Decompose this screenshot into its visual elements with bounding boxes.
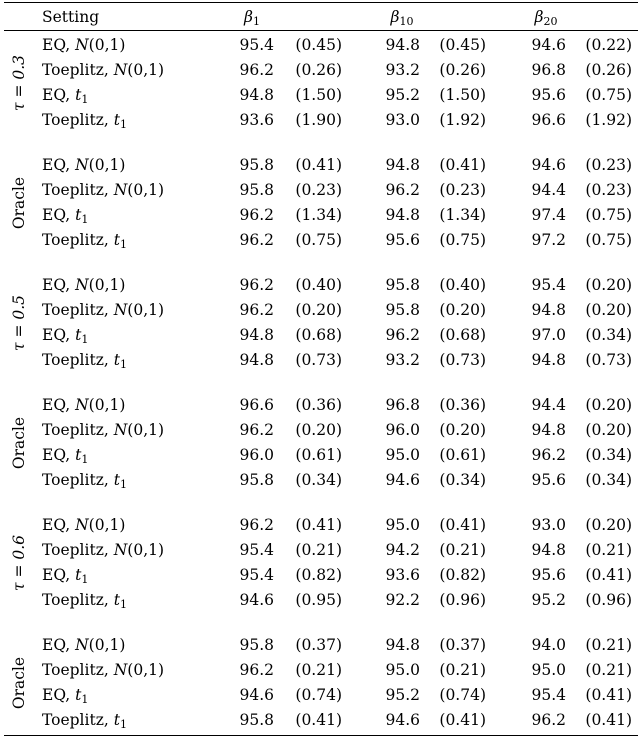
cell-beta20-se: (0.23)	[585, 181, 632, 199]
cell-beta1-coverage: 96.2	[239, 421, 274, 439]
cell-beta1-se: (1.90)	[295, 111, 342, 129]
cell-beta1-coverage: 96.2	[239, 276, 274, 294]
group-label-text: Oracle	[10, 176, 28, 229]
cell-beta1-se: (0.40)	[295, 276, 342, 294]
cell-setting: Toeplitz, N(0,1)	[42, 301, 165, 319]
cell-setting: EQ, $t_1$	[42, 566, 89, 586]
cell-beta10-se: (0.96)	[439, 591, 486, 609]
cell-beta1-coverage: 95.8	[239, 181, 274, 199]
cell-beta10-coverage: 96.2	[385, 181, 420, 199]
cell-beta1-coverage: 95.4	[239, 541, 274, 559]
cell-beta1-coverage: 94.6	[239, 686, 274, 704]
cell-beta10-se: (0.75)	[439, 231, 486, 249]
cell-beta1-se: (0.74)	[295, 686, 342, 704]
header-beta10: $\beta_{10}$	[390, 8, 414, 28]
cell-beta20-se: (0.41)	[585, 566, 632, 584]
cell-beta10-se: (0.41)	[439, 516, 486, 534]
table-row	[4, 228, 638, 253]
cell-beta1-se: (0.82)	[295, 566, 342, 584]
cell-beta10-se: (0.41)	[439, 156, 486, 174]
cell-beta10-se: (0.73)	[439, 351, 486, 369]
table-row	[4, 348, 638, 373]
cell-beta20-coverage: 94.8	[531, 421, 566, 439]
cell-setting: Toeplitz, N(0,1)	[42, 421, 165, 439]
cell-setting: Toeplitz, N(0,1)	[42, 541, 165, 559]
cell-beta10-se: (0.20)	[439, 421, 486, 439]
cell-beta10-se: (0.23)	[439, 181, 486, 199]
results-table	[4, 0, 638, 736]
cell-beta1-coverage: 96.0	[239, 446, 274, 464]
cell-beta20-se: (0.73)	[585, 351, 632, 369]
cell-beta20-coverage: 95.2	[531, 591, 566, 609]
group-spacer	[4, 614, 638, 631]
cell-beta1-coverage: 94.8	[239, 86, 274, 104]
cell-beta20-se: (0.41)	[585, 686, 632, 704]
cell-beta20-coverage: 94.4	[531, 396, 566, 414]
header-setting: Setting	[42, 8, 100, 26]
cell-beta10-coverage: 95.0	[385, 516, 420, 534]
table-row	[4, 298, 638, 323]
cell-beta10-coverage: 94.2	[385, 541, 420, 559]
cell-beta10-coverage: 93.0	[385, 111, 420, 129]
cell-setting: Toeplitz, N(0,1)	[42, 661, 165, 679]
cell-beta1-se: (0.41)	[295, 516, 342, 534]
cell-beta20-coverage: 96.8	[531, 61, 566, 79]
cell-beta1-coverage: 95.8	[239, 636, 274, 654]
cell-beta1-se: (0.37)	[295, 636, 342, 654]
cell-beta10-coverage: 96.8	[385, 396, 420, 414]
cell-beta20-coverage: 94.8	[531, 301, 566, 319]
cell-setting: Toeplitz, N(0,1)	[42, 181, 165, 199]
table-row	[4, 323, 638, 348]
table-row	[4, 33, 638, 58]
cell-setting: Toeplitz, $t_1$	[42, 231, 127, 251]
table-row	[4, 708, 638, 733]
cell-beta1-se: (0.21)	[295, 661, 342, 679]
cell-beta1-coverage: 96.2	[239, 516, 274, 534]
cell-beta20-se: (0.20)	[585, 301, 632, 319]
group-label-text: τ = 0.6	[10, 534, 28, 591]
cell-beta20-coverage: 97.2	[531, 231, 566, 249]
cell-setting: EQ, $t_1$	[42, 86, 89, 106]
cell-beta10-coverage: 96.2	[385, 326, 420, 344]
table-row	[4, 83, 638, 108]
cell-beta20-coverage: 96.2	[531, 446, 566, 464]
cell-beta20-se: (0.34)	[585, 326, 632, 344]
table-row	[4, 588, 638, 613]
cell-beta10-se: (0.82)	[439, 566, 486, 584]
table-row	[4, 683, 638, 708]
cell-setting: Toeplitz, $t_1$	[42, 111, 127, 131]
table-body	[4, 31, 638, 734]
cell-beta10-se: (0.74)	[439, 686, 486, 704]
cell-beta1-se: (0.20)	[295, 421, 342, 439]
cell-beta10-se: (0.61)	[439, 446, 486, 464]
cell-beta1-se: (1.34)	[295, 206, 342, 224]
cell-beta20-coverage: 94.6	[531, 36, 566, 54]
cell-beta20-coverage: 94.0	[531, 636, 566, 654]
cell-beta20-se: (0.21)	[585, 636, 632, 654]
cell-beta20-coverage: 95.4	[531, 686, 566, 704]
table-row	[4, 58, 638, 83]
cell-beta10-coverage: 92.2	[385, 591, 420, 609]
cell-setting: EQ, N(0,1)	[42, 276, 126, 294]
row-group	[4, 511, 638, 614]
cell-beta10-coverage: 93.6	[385, 566, 420, 584]
table-row	[4, 563, 638, 588]
cell-beta1-se: (0.41)	[295, 156, 342, 174]
table-row	[4, 633, 638, 658]
cell-beta1-se: (0.26)	[295, 61, 342, 79]
cell-beta10-coverage: 94.8	[385, 36, 420, 54]
cell-beta20-coverage: 95.0	[531, 661, 566, 679]
cell-beta10-coverage: 94.8	[385, 206, 420, 224]
cell-beta20-se: (0.20)	[585, 516, 632, 534]
cell-beta1-se: (0.45)	[295, 36, 342, 54]
cell-beta10-se: (0.45)	[439, 36, 486, 54]
cell-beta20-se: (0.26)	[585, 61, 632, 79]
cell-beta20-coverage: 96.6	[531, 111, 566, 129]
cell-beta20-coverage: 94.4	[531, 181, 566, 199]
group-label-text: τ = 0.3	[10, 54, 28, 111]
cell-beta20-se: (0.75)	[585, 206, 632, 224]
group-label-text: Oracle	[10, 416, 28, 469]
cell-setting: Toeplitz, $t_1$	[42, 591, 127, 611]
cell-beta1-coverage: 95.4	[239, 566, 274, 584]
cell-beta20-coverage: 95.6	[531, 471, 566, 489]
cell-beta10-se: (0.20)	[439, 301, 486, 319]
cell-beta1-se: (0.36)	[295, 396, 342, 414]
cell-beta20-coverage: 95.6	[531, 566, 566, 584]
cell-beta20-se: (0.96)	[585, 591, 632, 609]
cell-beta10-coverage: 95.8	[385, 301, 420, 319]
cell-beta10-se: (0.34)	[439, 471, 486, 489]
table-row	[4, 393, 638, 418]
cell-beta20-coverage: 97.4	[531, 206, 566, 224]
cell-beta20-se: (0.20)	[585, 396, 632, 414]
table-row	[4, 178, 638, 203]
cell-beta10-se: (0.40)	[439, 276, 486, 294]
group-spacer	[4, 254, 638, 271]
table-header	[4, 3, 638, 30]
cell-beta10-coverage: 95.2	[385, 86, 420, 104]
cell-beta20-coverage: 94.8	[531, 351, 566, 369]
cell-beta20-se: (0.20)	[585, 421, 632, 439]
cell-beta10-se: (0.26)	[439, 61, 486, 79]
cell-beta10-coverage: 96.0	[385, 421, 420, 439]
group-spacer	[4, 374, 638, 391]
cell-beta20-se: (0.21)	[585, 541, 632, 559]
cell-setting: EQ, N(0,1)	[42, 516, 126, 534]
cell-beta10-se: (0.68)	[439, 326, 486, 344]
cell-setting: EQ, $t_1$	[42, 206, 89, 226]
cell-beta1-coverage: 95.8	[239, 471, 274, 489]
cell-setting: EQ, $t_1$	[42, 686, 89, 706]
cell-beta10-coverage: 95.0	[385, 446, 420, 464]
table-row	[4, 658, 638, 683]
table-row	[4, 203, 638, 228]
cell-beta10-coverage: 93.2	[385, 61, 420, 79]
cell-beta1-coverage: 94.8	[239, 351, 274, 369]
cell-beta1-se: (0.75)	[295, 231, 342, 249]
table-row	[4, 538, 638, 563]
cell-beta10-coverage: 95.8	[385, 276, 420, 294]
cell-beta1-se: (0.20)	[295, 301, 342, 319]
cell-beta1-coverage: 95.8	[239, 156, 274, 174]
cell-beta1-se: (0.34)	[295, 471, 342, 489]
cell-beta1-coverage: 96.2	[239, 206, 274, 224]
cell-beta1-se: (0.95)	[295, 591, 342, 609]
cell-setting: Toeplitz, $t_1$	[42, 471, 127, 491]
cell-beta1-se: (1.50)	[295, 86, 342, 104]
cell-setting: Toeplitz, $t_1$	[42, 711, 127, 731]
cell-beta20-se: (0.21)	[585, 661, 632, 679]
cell-beta20-se: (0.75)	[585, 86, 632, 104]
cell-beta10-se: (1.34)	[439, 206, 486, 224]
cell-beta20-se: (0.41)	[585, 711, 632, 729]
cell-beta10-se: (0.41)	[439, 711, 486, 729]
cell-beta20-se: (0.34)	[585, 471, 632, 489]
cell-beta1-coverage: 94.8	[239, 326, 274, 344]
row-group	[4, 151, 638, 254]
cell-beta10-se: (1.92)	[439, 111, 486, 129]
cell-beta20-se: (1.92)	[585, 111, 632, 129]
cell-beta10-coverage: 93.2	[385, 351, 420, 369]
cell-beta1-coverage: 93.6	[239, 111, 274, 129]
cell-beta1-coverage: 96.2	[239, 661, 274, 679]
row-group	[4, 391, 638, 494]
cell-beta1-se: (0.61)	[295, 446, 342, 464]
table-row	[4, 153, 638, 178]
cell-beta1-coverage: 96.2	[239, 61, 274, 79]
cell-beta10-se: (1.50)	[439, 86, 486, 104]
cell-beta10-coverage: 94.8	[385, 156, 420, 174]
cell-beta10-se: (0.37)	[439, 636, 486, 654]
cell-beta1-se: (0.23)	[295, 181, 342, 199]
table-row	[4, 443, 638, 468]
table-row	[4, 513, 638, 538]
cell-beta10-coverage: 94.6	[385, 471, 420, 489]
cell-beta10-coverage: 94.8	[385, 636, 420, 654]
table-row	[4, 468, 638, 493]
cell-beta20-se: (0.22)	[585, 36, 632, 54]
cell-beta20-se: (0.20)	[585, 276, 632, 294]
table-row	[4, 273, 638, 298]
cell-beta1-coverage: 95.8	[239, 711, 274, 729]
cell-beta10-coverage: 95.0	[385, 661, 420, 679]
cell-beta20-coverage: 96.2	[531, 711, 566, 729]
cell-beta10-se: (0.36)	[439, 396, 486, 414]
cell-beta1-se: (0.68)	[295, 326, 342, 344]
cell-beta20-coverage: 95.6	[531, 86, 566, 104]
row-group	[4, 31, 638, 134]
cell-setting: EQ, N(0,1)	[42, 396, 126, 414]
row-group	[4, 631, 638, 734]
cell-setting: EQ, $t_1$	[42, 326, 89, 346]
cell-beta10-se: (0.21)	[439, 661, 486, 679]
cell-beta1-se: (0.41)	[295, 711, 342, 729]
cell-beta1-se: (0.73)	[295, 351, 342, 369]
cell-beta1-coverage: 94.6	[239, 591, 274, 609]
cell-beta1-coverage: 95.4	[239, 36, 274, 54]
cell-beta20-coverage: 94.8	[531, 541, 566, 559]
header-beta1: $\beta_1$	[244, 8, 260, 28]
cell-beta20-coverage: 97.0	[531, 326, 566, 344]
group-label-text: Oracle	[10, 656, 28, 709]
cell-beta10-coverage: 95.2	[385, 686, 420, 704]
group-spacer	[4, 134, 638, 151]
cell-setting: Toeplitz, $t_1$	[42, 351, 127, 371]
cell-setting: EQ, N(0,1)	[42, 636, 126, 654]
cell-beta20-se: (0.23)	[585, 156, 632, 174]
table-row	[4, 108, 638, 133]
table-row	[4, 418, 638, 443]
cell-beta20-coverage: 94.6	[531, 156, 566, 174]
cell-beta1-coverage: 96.2	[239, 231, 274, 249]
cell-setting: EQ, N(0,1)	[42, 156, 126, 174]
cell-beta1-coverage: 96.6	[239, 396, 274, 414]
cell-beta20-se: (0.75)	[585, 231, 632, 249]
cell-setting: Toeplitz, N(0,1)	[42, 61, 165, 79]
cell-beta20-coverage: 95.4	[531, 276, 566, 294]
cell-beta10-coverage: 95.6	[385, 231, 420, 249]
group-label-text: τ = 0.5	[10, 294, 28, 351]
cell-setting: EQ, $t_1$	[42, 446, 89, 466]
cell-beta20-se: (0.34)	[585, 446, 632, 464]
cell-setting: EQ, N(0,1)	[42, 36, 126, 54]
cell-beta1-se: (0.21)	[295, 541, 342, 559]
cell-beta10-se: (0.21)	[439, 541, 486, 559]
group-spacer	[4, 494, 638, 511]
cell-beta1-coverage: 96.2	[239, 301, 274, 319]
row-group	[4, 271, 638, 374]
cell-beta10-coverage: 94.6	[385, 711, 420, 729]
header-beta20: $\beta_{20}$	[534, 8, 558, 28]
cell-beta20-coverage: 93.0	[531, 516, 566, 534]
